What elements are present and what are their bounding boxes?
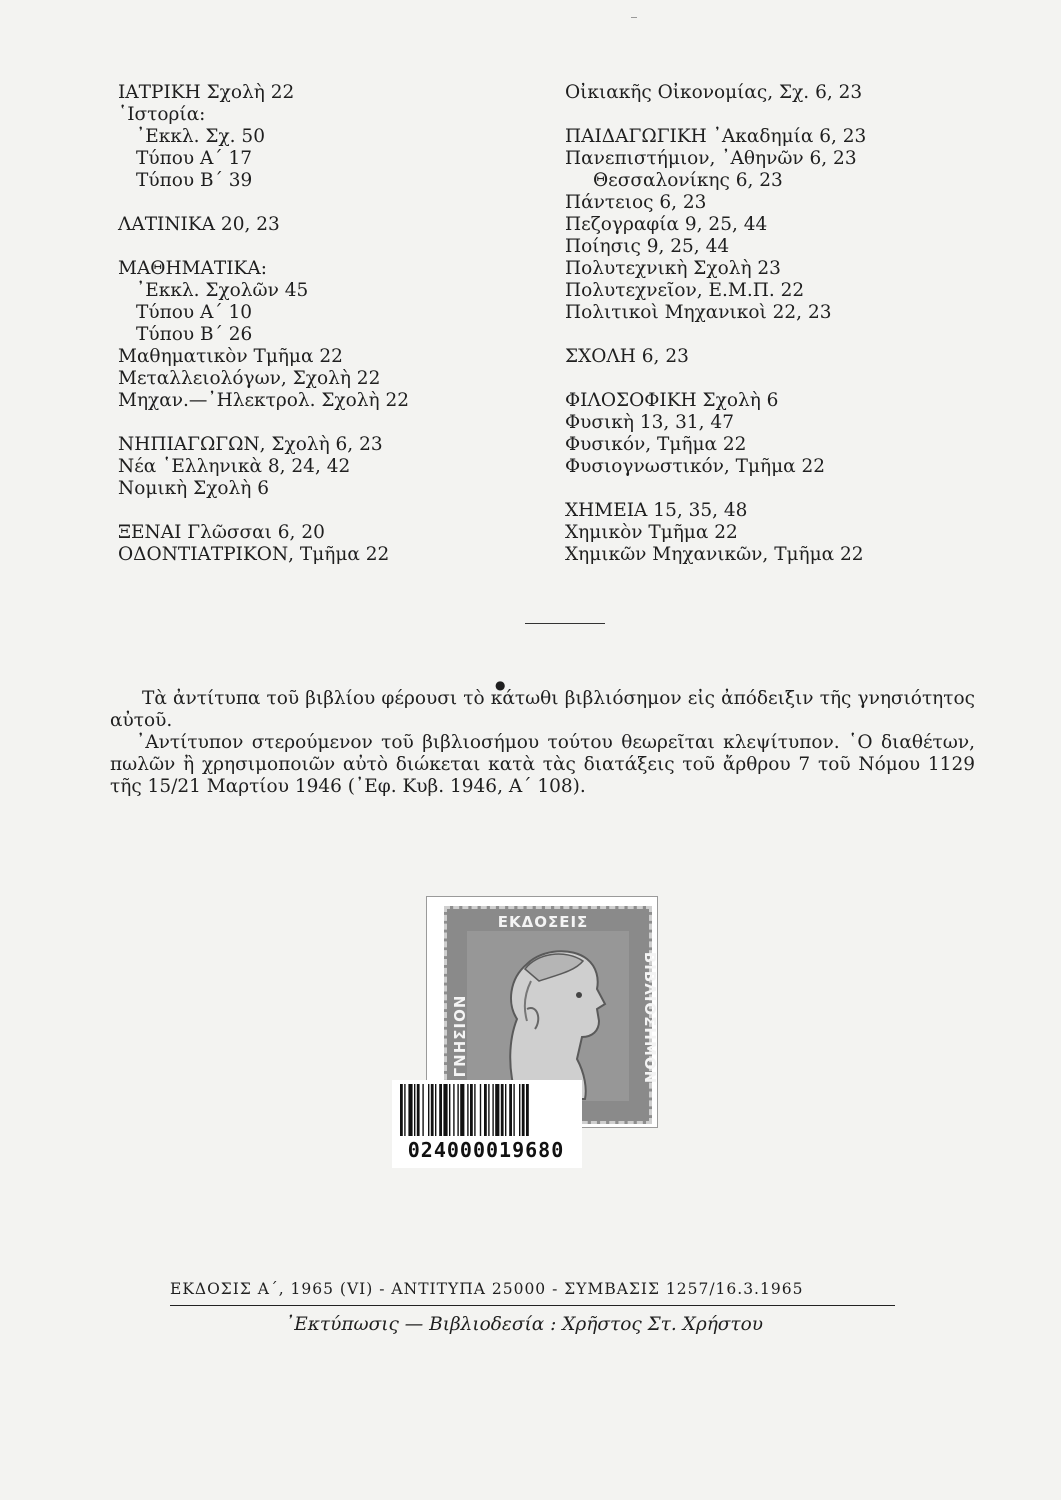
barcode-bar (404, 1084, 405, 1136)
barcode-bars (394, 1082, 580, 1138)
barcode-bar (488, 1084, 489, 1136)
index-entry: Θεσσαλονίκης 6, 23 (593, 170, 783, 191)
barcode-bar (457, 1084, 458, 1136)
barcode-bar (480, 1084, 481, 1136)
barcode-bar (431, 1084, 434, 1136)
index-entry: Πάντειος 6, 23 (565, 192, 707, 213)
index-right-column (565, 82, 985, 566)
index-entry: Τύπου Α΄ 10 (136, 302, 253, 323)
index-entry: Φυσιογνωστικόν, Τμῆμα 22 (565, 456, 826, 477)
barcode-bar (428, 1084, 429, 1136)
notice-paragraph-1: Τὰ ἀντίτυπα τοῦ βιβλίου φέρουσι τὸ κάτωθι βιβλιόσημον εἰς ἀπόδειξιν τῆς γνησιότητος αὐτοῦ. (110, 688, 975, 731)
index-entry: Φυσικὴ 13, 31, 47 (565, 412, 734, 433)
edition-line: ΕΚΔΟΣΙΣ Α΄, 1965 (VI) - ΑΝΤΙΤΥΠΑ 25000 - ΣΥΜΒΑΣΙΣ 1257/16.3.1965 (170, 1280, 804, 1298)
stamp-left-text: ΓΝΗΣΙΟΝ (451, 994, 469, 1078)
index-entry: ΧΗΜΕΙΑ 15, 35, 48 (565, 500, 748, 521)
index-entry: ΛΑΤΙΝΙΚΑ 20, 23 (118, 214, 280, 235)
barcode-bar (467, 1084, 468, 1136)
barcode-bar (453, 1084, 454, 1136)
index-entry: ΦΙΛΟΣΟΦΙΚΗ Σχολὴ 6 (565, 390, 779, 411)
index-entry: Τύπου Β΄ 39 (136, 170, 253, 191)
stamp-top-text: ΕΚΔΟΣΕΙΣ (497, 913, 589, 931)
index-entry: Νομικὴ Σχολὴ 6 (118, 478, 270, 499)
barcode-bar (484, 1084, 487, 1136)
barcode-bar (501, 1084, 504, 1136)
index-left-column (118, 82, 538, 566)
index-entry: Τύπου Β΄ 26 (136, 324, 253, 345)
page-mark (631, 17, 637, 18)
index-entry: Χημικὸν Τμῆμα 22 (565, 522, 738, 543)
index-entry: Πολυτεχνικὴ Σχολὴ 23 (565, 258, 781, 279)
section-divider (525, 623, 605, 624)
barcode-bar (505, 1084, 506, 1136)
index-entry: Πολιτικοὶ Μηχανικοὶ 22, 23 (565, 302, 832, 323)
barcode-bar (474, 1084, 475, 1136)
index-entry: ΙΑΤΡΙΚΗ Σχολὴ 22 (118, 82, 295, 103)
index-entry: Φυσικόν, Τμῆμα 22 (565, 434, 747, 455)
index-entry: Πολυτεχνεῖον, Ε.Μ.Π. 22 (565, 280, 805, 301)
barcode-bar (470, 1084, 473, 1136)
index-entry: Νέα ῾Ελληνικὰ 8, 24, 42 (118, 456, 351, 477)
barcode-number: 024000019680 (394, 1138, 578, 1162)
index-entry: Μαθηματικὸν Τμῆμα 22 (118, 346, 343, 367)
index-entry: ῾Ιστορία: (118, 104, 206, 125)
authenticity-notice (110, 688, 975, 798)
barcode-bar (400, 1084, 403, 1136)
barcode-bar (509, 1084, 512, 1136)
barcode-bar (460, 1084, 464, 1136)
index-entry: ΞΕΝΑΙ Γλῶσσαι 6, 20 (118, 522, 325, 543)
barcode-bar (449, 1084, 450, 1136)
printer-credit: ᾿Εκτύπωσις — Βιβλιοδεσία : Χρῆστος Στ. Χρήστου (285, 1314, 764, 1335)
barcode-bar (492, 1084, 493, 1136)
notice-paragraph-2: ᾿Αντίτυπον στερούμενον τοῦ βιβλιοσήμου τούτου θεωρεῖται κλεψίτυπον. ῾Ο διαθέτων, πωλῶν ἢ χρησιμοποιῶν αὐτὸ διώκεται κατὰ τὰς διατάξεις τοῦ ἄρθρου 7 τοῦ Νόμου 1129 τῆς 15/21 Μαρτίου 1946 (᾿Εφ. Κυβ. 1946, Α΄ 108). (110, 732, 975, 797)
index-entry: Οἰκιακῆς Οἰκονομίας, Σχ. 6, 23 (565, 82, 863, 103)
barcode-bar (422, 1084, 423, 1136)
dot-mark: ● (495, 678, 506, 692)
index-entry: Χημικῶν Μηχανικῶν, Τμῆμα 22 (565, 544, 864, 565)
index-entry: Μεταλλειολόγων, Σχολὴ 22 (118, 368, 381, 389)
barcode-bar (408, 1084, 412, 1136)
index-entry: ΠΑΙΔΑΓΩΓΙΚΗ ᾿Ακαδημία 6, 23 (565, 126, 867, 147)
index-entry: ΝΗΠΙΑΓΩΓΩΝ, Σχολὴ 6, 23 (118, 434, 383, 455)
bottom-rule (170, 1305, 895, 1306)
index-entry: ᾿Εκκλ. Σχολῶν 45 (136, 280, 309, 301)
barcode-bar (414, 1084, 415, 1136)
barcode-bar (519, 1084, 520, 1136)
index-entry: ΟΔΟΝΤΙΑΤΡΙΚΟΝ, Τμῆμα 22 (118, 544, 390, 565)
index-entry: Τύπου Α΄ 17 (136, 148, 253, 169)
barcode-bar (443, 1084, 447, 1136)
barcode-bar (513, 1084, 514, 1136)
barcode-bar (522, 1084, 525, 1136)
barcode-bar (435, 1084, 436, 1136)
index-entry: Μηχαν.—᾿Ηλεκτρολ. Σχολὴ 22 (118, 390, 410, 411)
barcode-bar (495, 1084, 499, 1136)
index-entry: Ποίησις 9, 25, 44 (565, 236, 730, 257)
index-entry: ΣΧΟΛΗ 6, 23 (565, 346, 689, 367)
index-entry: ᾿Εκκλ. Σχ. 50 (136, 126, 265, 147)
barcode-bar (439, 1084, 442, 1136)
index-entry: Πεζογραφία 9, 25, 44 (565, 214, 768, 235)
stamp-right-text: ΒΙΒΛΙΟΣΗΜΟΝ (641, 951, 659, 1085)
barcode-bar (526, 1084, 529, 1136)
index-entry: ΜΑΘΗΜΑΤΙΚΑ: (118, 258, 267, 279)
index-entry: Πανεπιστήμιον, ᾿Αθηνῶν 6, 23 (565, 148, 857, 169)
barcode-bar (417, 1084, 420, 1136)
barcode (392, 1080, 582, 1168)
